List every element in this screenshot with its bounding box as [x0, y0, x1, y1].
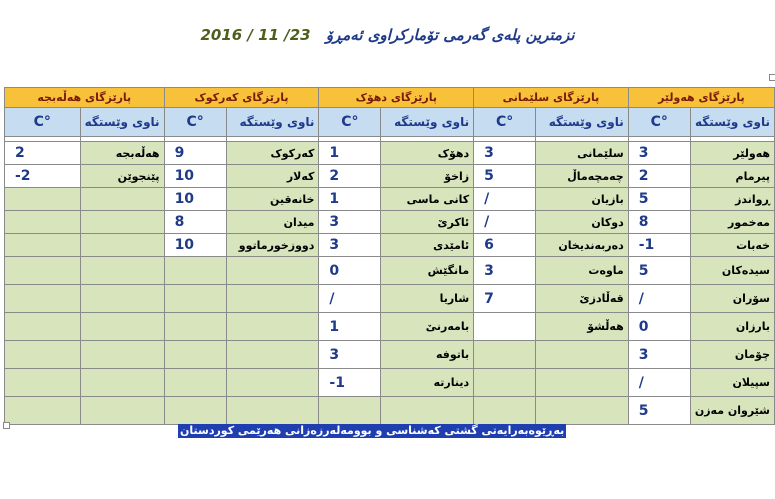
temperature-cell: 9 — [164, 142, 226, 165]
temperature-cell — [164, 285, 226, 313]
footer-credit: بەڕێوەبەرایەتی گشتی کەشناسی و بوومەلەرزەزانی هەرێمی کوردستان — [180, 424, 565, 437]
temperature-cell — [164, 397, 226, 425]
temperature-cell: 3 — [474, 142, 536, 165]
temperature-cell — [5, 341, 81, 369]
station-name-cell — [80, 188, 164, 211]
temperature-cell — [5, 257, 81, 285]
station-name-cell: کانی ماسی — [381, 188, 474, 211]
station-name-cell: قەڵادزێ — [536, 285, 629, 313]
station-name-cell — [536, 369, 629, 397]
temperature-cell — [5, 285, 81, 313]
station-name-cell: پیرمام — [690, 165, 774, 188]
station-name-cell: شاریا — [381, 285, 474, 313]
temperature-cell: 5 — [628, 188, 690, 211]
temp-column-header: C° — [164, 108, 226, 137]
temperature-cell: 1 — [319, 313, 381, 341]
temperature-cell: 3 — [319, 341, 381, 369]
station-name-cell: مەخمور — [690, 211, 774, 234]
temperature-cell: -2 — [5, 165, 81, 188]
temperature-cell: -1 — [628, 234, 690, 257]
station-name-cell: دوکان — [536, 211, 629, 234]
station-name-cell: سلێمانی — [536, 142, 629, 165]
station-name-cell — [226, 369, 319, 397]
temperature-cell — [474, 397, 536, 425]
station-name-cell — [226, 341, 319, 369]
temperature-cell: 3 — [474, 257, 536, 285]
station-name-cell: هەولێر — [690, 142, 774, 165]
table-row — [5, 142, 775, 165]
temperature-cell: / — [474, 188, 536, 211]
station-name-cell — [226, 313, 319, 341]
temperature-cell: 10 — [164, 234, 226, 257]
station-name-cell: چۆمان — [690, 341, 774, 369]
temperature-cell: 8 — [164, 211, 226, 234]
station-name-cell — [80, 313, 164, 341]
station-name-cell — [80, 234, 164, 257]
table-row — [5, 341, 775, 369]
temperature-cell — [5, 234, 81, 257]
temperature-cell: / — [628, 369, 690, 397]
temperature-cell — [5, 211, 81, 234]
temperature-cell — [164, 369, 226, 397]
temperature-cell: 6 — [474, 234, 536, 257]
temperature-cell: 5 — [628, 397, 690, 425]
temperature-cell: 3 — [628, 142, 690, 165]
temperature-cell: 1 — [319, 142, 381, 165]
temperature-cell: 8 — [628, 211, 690, 234]
selection-handle[interactable] — [769, 74, 775, 81]
station-name-cell — [381, 397, 474, 425]
temperature-cell — [164, 341, 226, 369]
region-header: پارێزگای هەولێر — [628, 88, 774, 108]
station-name-cell — [80, 257, 164, 285]
region-header-row — [5, 88, 775, 108]
page-title — [0, 26, 775, 44]
station-name-cell: کەلار — [226, 165, 319, 188]
station-name-cell — [226, 257, 319, 285]
table-row — [5, 313, 775, 341]
station-name-cell — [80, 369, 164, 397]
title-text: نزمترین پلەی گەرمی تۆمارکراوی ئەمڕۆ — [325, 26, 575, 44]
station-name-cell: خەبات — [690, 234, 774, 257]
temperature-cell — [164, 257, 226, 285]
station-name-cell: ئامێدی — [381, 234, 474, 257]
temperature-cell — [474, 369, 536, 397]
temperature-cell: 0 — [628, 313, 690, 341]
station-name-cell: سیدەکان — [690, 257, 774, 285]
temperature-cell — [474, 341, 536, 369]
station-name-cell: باتوفە — [381, 341, 474, 369]
station-name-cell: هەڵشۆ — [536, 313, 629, 341]
station-name-cell: هەڵەبجە — [80, 142, 164, 165]
temperature-cell: 1 — [319, 188, 381, 211]
station-name-cell: سۆران — [690, 285, 774, 313]
temperature-cell — [474, 313, 536, 341]
temperature-cell: 2 — [628, 165, 690, 188]
table-row — [5, 188, 775, 211]
column-header-row — [5, 108, 775, 137]
temperature-cell: 0 — [319, 257, 381, 285]
table-row — [5, 165, 775, 188]
temp-column-header: C° — [474, 108, 536, 137]
temperature-cell: / — [628, 285, 690, 313]
table-row — [5, 369, 775, 397]
station-name-cell: دینارتە — [381, 369, 474, 397]
station-name-cell: ماوەت — [536, 257, 629, 285]
station-name-cell — [80, 397, 164, 425]
temperature-cell — [5, 313, 81, 341]
temperature-cell — [5, 369, 81, 397]
station-name-cell: شێروان مەزن — [690, 397, 774, 425]
station-name-cell — [536, 397, 629, 425]
temp-column-header: C° — [319, 108, 381, 137]
region-header: پارێزگای سلێمانی — [474, 88, 629, 108]
region-header: پارێزگای دهۆک — [319, 88, 474, 108]
temp-column-header: C° — [628, 108, 690, 137]
region-header: پارێزگای کەرکوک — [164, 88, 319, 108]
temperature-cell — [5, 397, 81, 425]
station-name-cell: سپیلان — [690, 369, 774, 397]
title-date: 2016 / 11 /23 — [200, 26, 311, 44]
station-name-cell — [536, 341, 629, 369]
table-row — [5, 285, 775, 313]
station-name-cell — [80, 285, 164, 313]
temperature-cell — [319, 397, 381, 425]
table-row — [5, 234, 775, 257]
station-name-cell: میدان — [226, 211, 319, 234]
temp-column-header: C° — [5, 108, 81, 137]
temperature-cell: 5 — [628, 257, 690, 285]
temperature-cell: / — [319, 285, 381, 313]
station-name-cell: دووزخورماتوو — [226, 234, 319, 257]
station-name-cell: زاخۆ — [381, 165, 474, 188]
station-column-header: ناوی وێستگە — [226, 108, 319, 137]
selection-handle[interactable] — [3, 422, 10, 429]
temperature-cell: 3 — [319, 211, 381, 234]
region-header: پارێزگای هەڵەبجە — [5, 88, 165, 108]
station-column-header: ناوی وێستگە — [536, 108, 629, 137]
station-name-cell — [80, 211, 164, 234]
temperature-cell: 3 — [319, 234, 381, 257]
station-name-cell: مانگێش — [381, 257, 474, 285]
station-name-cell: کەرکوک — [226, 142, 319, 165]
temperature-cell: 10 — [164, 165, 226, 188]
station-name-cell: خانەقین — [226, 188, 319, 211]
station-name-cell: بارزان — [690, 313, 774, 341]
temperature-cell: 3 — [628, 341, 690, 369]
station-name-cell — [226, 285, 319, 313]
station-name-cell: دەربەندیخان — [536, 234, 629, 257]
station-column-header: ناوی وێستگە — [690, 108, 774, 137]
station-name-cell: پێنجوێن — [80, 165, 164, 188]
station-name-cell — [80, 341, 164, 369]
station-name-cell: بازیان — [536, 188, 629, 211]
station-name-cell — [226, 397, 319, 425]
station-column-header: ناوی وێستگە — [381, 108, 474, 137]
temperature-cell — [164, 313, 226, 341]
temperature-cell: 7 — [474, 285, 536, 313]
temperature-cell: 2 — [5, 142, 81, 165]
temperature-cell: 2 — [319, 165, 381, 188]
temperature-cell: -1 — [319, 369, 381, 397]
temperature-cell — [5, 188, 81, 211]
temperature-cell: 10 — [164, 188, 226, 211]
station-column-header: ناوی وێستگە — [80, 108, 164, 137]
station-name-cell: دهۆک — [381, 142, 474, 165]
table-row — [5, 397, 775, 425]
station-name-cell: بامەرنێ — [381, 313, 474, 341]
station-name-cell: ئاکرێ — [381, 211, 474, 234]
table-row — [5, 211, 775, 234]
temperature-cell: 5 — [474, 165, 536, 188]
temperature-cell: / — [474, 211, 536, 234]
station-name-cell: چەمچەماڵ — [536, 165, 629, 188]
station-name-cell: ڕواندز — [690, 188, 774, 211]
temperature-table — [4, 87, 775, 425]
table-row — [5, 257, 775, 285]
